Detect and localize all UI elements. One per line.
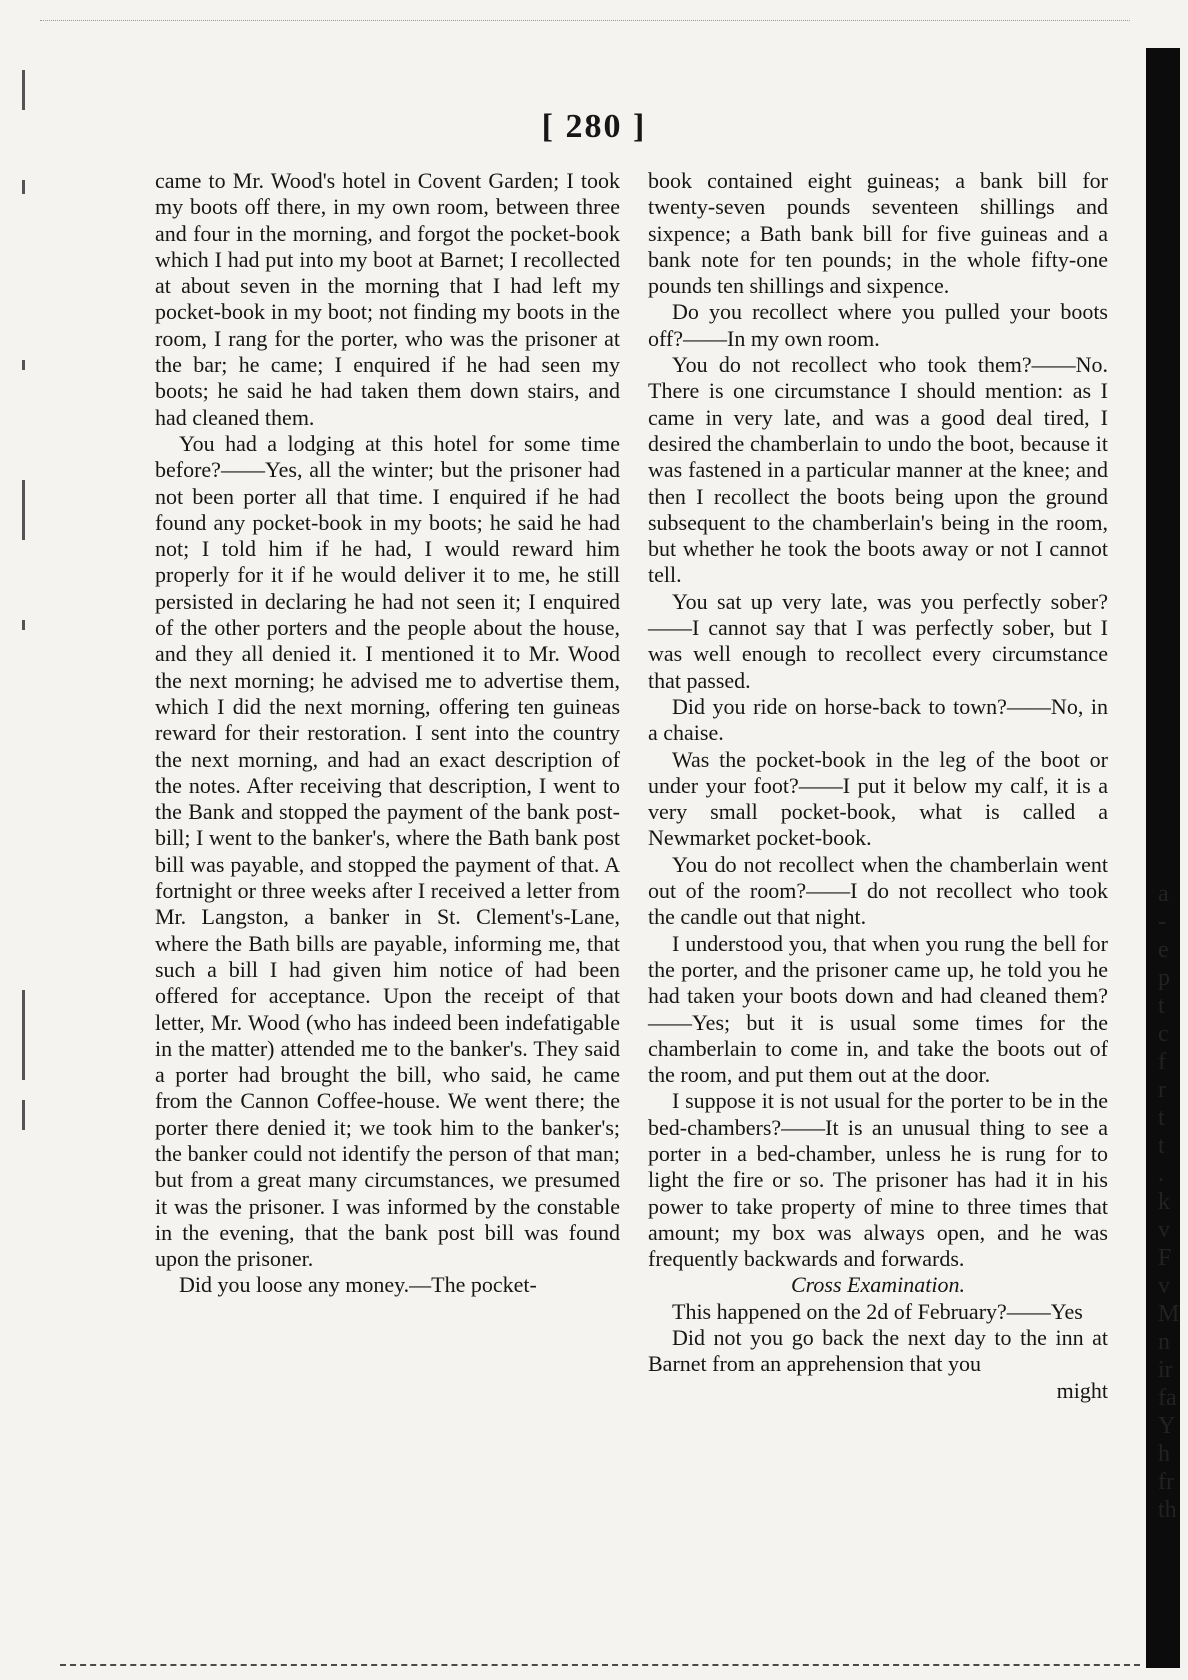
cross-examination-heading: Cross Examination. bbox=[791, 1272, 965, 1298]
left-paragraph: Did you loose any money.—The pocket- bbox=[179, 1272, 537, 1298]
bleed-fragment: v bbox=[1158, 1217, 1170, 1243]
bleed-fragment: k bbox=[1158, 1189, 1170, 1215]
bleed-fragment: ir bbox=[1158, 1357, 1173, 1383]
bleed-fragment: n bbox=[1158, 1329, 1170, 1355]
right-paragraph: I suppose it is not usual for the porter to be in the bed-chambers?——It is an unusual thing to see a porter in a bed-chamber, unless he is rung for to light the fire or so. The prisoner has had it in his power to take property of mine to three times that amount; my box was always open, and he was frequently backwards and forwards. bbox=[648, 1088, 1108, 1272]
bleed-fragment: e bbox=[1158, 937, 1169, 963]
bleed-fragment: f bbox=[1158, 1049, 1166, 1075]
right-paragraph: You do not recollect when the chamberlain went out of the room?——I do not recollect who took the candle out that night. bbox=[648, 851, 1108, 930]
right-paragraph: You sat up very late, was you perfectly sober?——I cannot say that I was perfectly sober, but I was well enough to recollect every circumstance that passed. bbox=[648, 588, 1108, 693]
bleed-fragment: r bbox=[1158, 1077, 1166, 1103]
top-edge-noise bbox=[40, 20, 1130, 51]
catchword: might bbox=[1056, 1377, 1108, 1403]
bleed-fragment: M bbox=[1158, 1301, 1180, 1327]
bleed-fragment: fr bbox=[1158, 1469, 1174, 1495]
next-page-bleed bbox=[1158, 880, 1180, 1524]
right-paragraph: You do not recollect who took them?——No. There is one circumstance I should mention: as I came in very late, and was a good deal tired, I desired the chamberlain to undo the boot, because it was fastened in a particular manner at the knee; and then I recollect the boots being upon the ground subsequent to the chamberlain's being in the room, but whether he took the boots away or not I cannot tell. bbox=[648, 352, 1108, 588]
bleed-fragment: p bbox=[1158, 965, 1170, 991]
right-paragraph: I understood you, that when you rung the bell for the porter, and the prisoner came up, he told you he had taken your boots down and had cleaned them?——Yes; but it is usual some times for the chamberlain to come in, and take the boots out of the room, and put them out at the door. bbox=[648, 930, 1108, 1088]
right-paragraph: book contained eight guineas; a bank bill for twenty-seven pounds seventeen shillings and sixpence; a Bath bank bill for five guineas and a bank note for ten pounds; in the whole fifty-one pounds ten shillings and sixpence. bbox=[648, 168, 1108, 299]
bleed-fragment: t bbox=[1158, 1133, 1165, 1159]
bleed-fragment: - bbox=[1158, 909, 1166, 935]
bleed-fragment: . bbox=[1158, 1161, 1164, 1187]
bleed-fragment: F bbox=[1158, 1245, 1172, 1271]
right-paragraph: This happened on the 2d of February?——Yes bbox=[672, 1298, 1083, 1324]
right-paragraph: Do you recollect where you pulled your boots off?——In my own room. bbox=[648, 299, 1108, 351]
bleed-fragment: t bbox=[1158, 1105, 1165, 1131]
bleed-fragment: h bbox=[1158, 1441, 1170, 1467]
left-paragraph: came to Mr. Wood's hotel in Covent Garden; I took my boots off there, in my own room, between three and four in the morning, and forgot the pocket-book which I had put into my boot at Barnet; I recollected at about seven in the morning that I had left my pocket-book in my boot; not finding my boots in the room, I rang for the porter, who was the prisoner at the bar; he came; I enquired if he had seen my boots; he said he had taken them down stairs, and had cleaned them. bbox=[155, 168, 620, 430]
right-paragraph: Was the pocket-book in the leg of the boot or under your foot?——I put it below my calf, it is a very small pocket-book, what is called a Newmarket pocket-book. bbox=[648, 746, 1108, 851]
bleed-fragment: a bbox=[1158, 881, 1169, 907]
left-gutter-marks bbox=[18, 60, 32, 1140]
bleed-fragment: Y bbox=[1158, 1413, 1176, 1439]
bottom-edge-noise bbox=[60, 1664, 1140, 1670]
bleed-fragment: th bbox=[1158, 1497, 1177, 1523]
left-column bbox=[155, 168, 620, 1299]
bleed-fragment: c bbox=[1158, 1021, 1169, 1047]
page-number: [ 280 ] bbox=[541, 108, 647, 145]
right-column bbox=[648, 168, 1108, 1404]
bleed-fragment: fa bbox=[1158, 1385, 1177, 1411]
right-paragraph: Did not you go back the next day to the inn at Barnet from an apprehension that you bbox=[648, 1325, 1108, 1377]
left-paragraph: You had a lodging at this hotel for some time before?——Yes, all the winter; but the prisoner had not been porter all that time. I enquired if he had found any pocket-book in my boots; he said he had not; I told him if he had, I would reward him properly for it if he would deliver it to me, he still persisted in declaring he had not seen it; I enquired of the other porters and the people about the house, and they all denied it. I mentioned it to Mr. Wood the next morning; he advised me to advertise them, which I did the next morning, offering ten guineas reward for their restoration. I sent into the country the next morning, and had an exact description of the notes. After receiving that description, I went to the Bank and stopped the payment of the bank post-bill; I went to the banker's, where the Bath bank post bill was payable, and stopped the payment of that. A fortnight or three weeks after I received a letter from Mr. Langston, a banker in St. Clement's-Lane, where the Bath bills are payable, informing me, that such a bill I had given him notice of had been offered for acceptance. Upon the receipt of that letter, Mr. Wood (who has indeed been indefatigable in the matter) attended me to the banker's. They said a porter had brought the bill, who said, he came from the Cannon Coffee-house. We went there; the porter there denied it; we took him to the banker's; the banker could not identify the person of that man; but from a great many circumstances, we presumed it was the prisoner. I was informed by the constable in the evening, that the bank post bill was found upon the prisoner. bbox=[155, 430, 620, 1272]
bleed-fragment: v bbox=[1158, 1273, 1170, 1299]
bleed-fragment: t bbox=[1158, 993, 1165, 1019]
right-paragraph: Did you ride on horse-back to town?——No, in a chaise. bbox=[648, 693, 1108, 746]
